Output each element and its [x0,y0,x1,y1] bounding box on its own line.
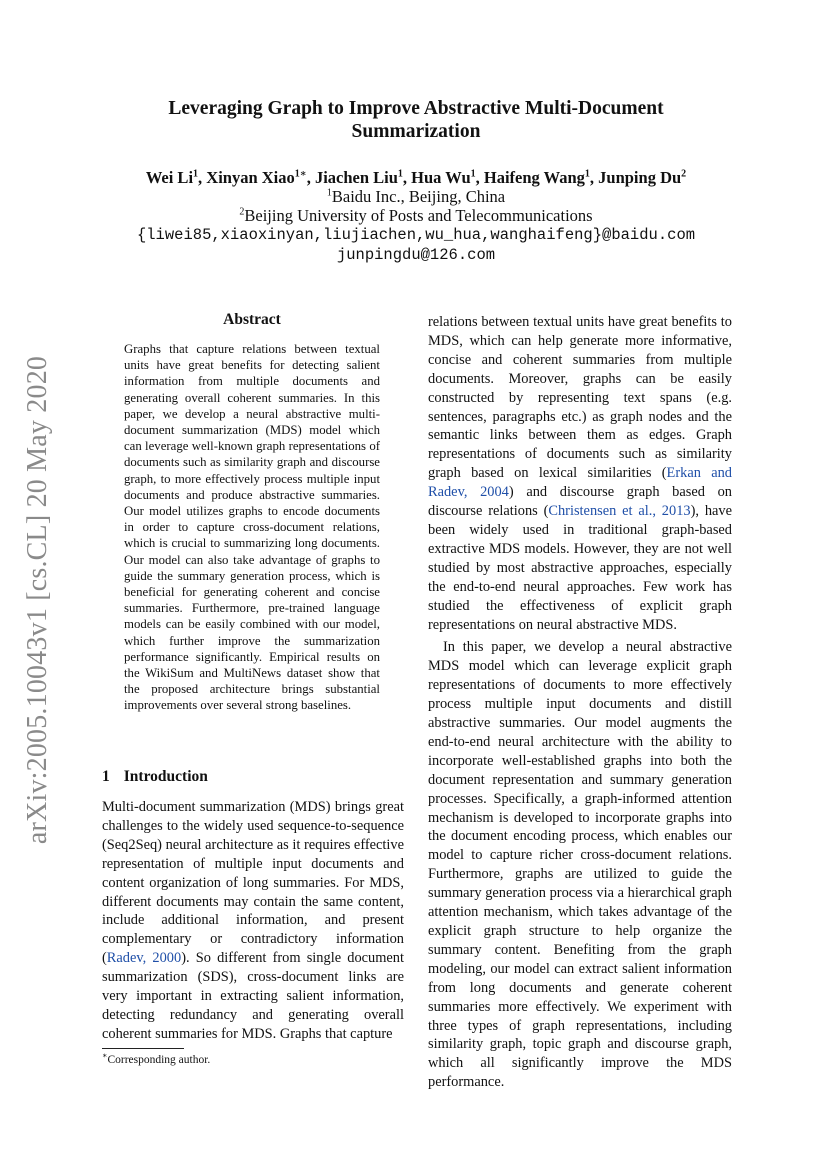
footnote-text: Corresponding author. [107,1053,211,1066]
intro-paragraph-1-right: relations between textual units have great benefits to MDS, which can help generate more informative, concise and coherent summaries from multiple documents. Moreover, graphs can be easily constructed by representing text spans (e.g. sentences, paragraphs etc.) as graph nodes and the semantic links between them as edges. Graph representations of documents such as similarity graph based on lexical similarities (Erkan and Radev, 2004) and discourse graph based on discourse relations (Christensen et al., 2013), have been widely used in traditional graph-based extractive MDS models. However, they are not well studied by most abstractive approaches, especially the end-to-end neural approaches. Few work has studied the effectiveness of explicit graph representations on neural abstractive MDS. [428,314,732,633]
author: Haifeng Wang$^1$ [483,168,590,187]
abstract-text: Graphs that capture relations between textual units have great benefits for detecting salient information from multiple documents and generating overall coherent summaries. In this paper, we develop a neural abstractive multi-document summarization (MDS) model which can leverage well-known graph representations of documents such as similarity graph and discourse graph, to more effectively process multiple input documents and produce abstractive summaries. Our model utilizes graphs to encode documents in order to capture cross-document relations, which is crucial to summarizing long documents. Our model can also take advantage of graphs to guide the summary generation process, which is beneficial for generating coherent and concise summaries. Furthermore, pre-trained language models can be easily combined with our model, which further improve the summarization performance significantly. Empirical results on the WikiSum and MultiNews dataset show that the proposed architecture brings substantial improvements over several strong baselines. [124,342,380,713]
author: Hua Wu$^1$ [411,168,476,187]
abstract-heading: Abstract [223,311,281,328]
email-line-2: junpingdu@126.com [336,246,496,264]
arxiv-id: arXiv:2005.10043v1 [cs.CL] 20 May 2020 [22,355,53,845]
author: Junping Du$^2$ [598,168,687,187]
title-line-1: Leveraging Graph to Improve Abstractive Multi-Document [168,98,664,119]
arxiv-sidebar-stamp [14,355,62,845]
footnote-mark: ∗ [102,1051,108,1060]
citation-link[interactable]: Christensen et al., 2013 [548,503,691,520]
author-list: Wei Li$^1$, Xinyan Xiao$^{1∗}$, Jiachen Liu$^1$, Hua Wu$^1$, Haifeng Wang$^1$, Junping Du$^2$ [145,168,687,187]
citation-link[interactable]: Radev, 2000 [106,950,182,967]
email-line-1: {liwei85,xiaoxinyan,liujiachen,wu_hua,wanghaifeng}@baidu.com [136,226,696,244]
right-column [428,313,732,1092]
intro-paragraph-1-left: Multi-document summarization (MDS) brings great challenges to the widely used sequence-to-sequence (Seq2Seq) neural architecture as it requires effective representation of multiple input documents and content organization of long summaries. For MDS, different documents may contain the same content, include additional information, and present complementary or contradictory information (Radev, 2000). So different from single document summarization (SDS), cross-document links are very important in extracting salient information, detecting redundancy and generating overall coherent summaries for MDS. Graphs that capture [102,799,405,1042]
section-number: 1 [102,768,110,785]
author: Wei Li$^1$ [145,168,199,187]
footnote [102,1051,210,1066]
title-line-2: Summarization [351,121,481,142]
citation-link[interactable]: Erkan and Radev, 2004 [428,465,732,501]
affiliation-2: $^2$Beijing University of Posts and Telecommunications [239,206,593,225]
intro-paragraph-2: In this paper, we develop a neural abstractive MDS model which can leverage explicit graph representations of documents to more effectively process multiple input documents and distill abstractive summaries. Our model augments the end-to-end neural architecture with the ability to incorporate well-established graphs into both the document representation and summary generation processes. Specifically, a graph-informed attention mechanism is developed to incorporate graphs into the document encoding process, which enables our model to capture richer cross-document relations. Furthermore, graphs are utilized to guide the summary generation process via a hierarchical graph attention mechanism, which takes advantage of the explicit graph structure to help organize the summary content. Benefiting from the graph modeling, our model can extract salient information from long documents and generate coherent summaries more effectively. We experiment with three types of graph representations, including similarity graph, topic graph and discourse graph, which all significantly improve the MDS performance. [428,639,732,1091]
affiliation-1: $^1$Baidu Inc., Beijing, China [326,187,506,206]
footnote-divider [102,1048,184,1049]
section-heading [102,768,208,786]
author: Xinyan Xiao$^{1∗}$ [206,168,307,187]
section-title: Introduction [123,768,208,785]
author: Jiachen Liu$^1$ [314,168,403,187]
paper-title [100,97,732,143]
